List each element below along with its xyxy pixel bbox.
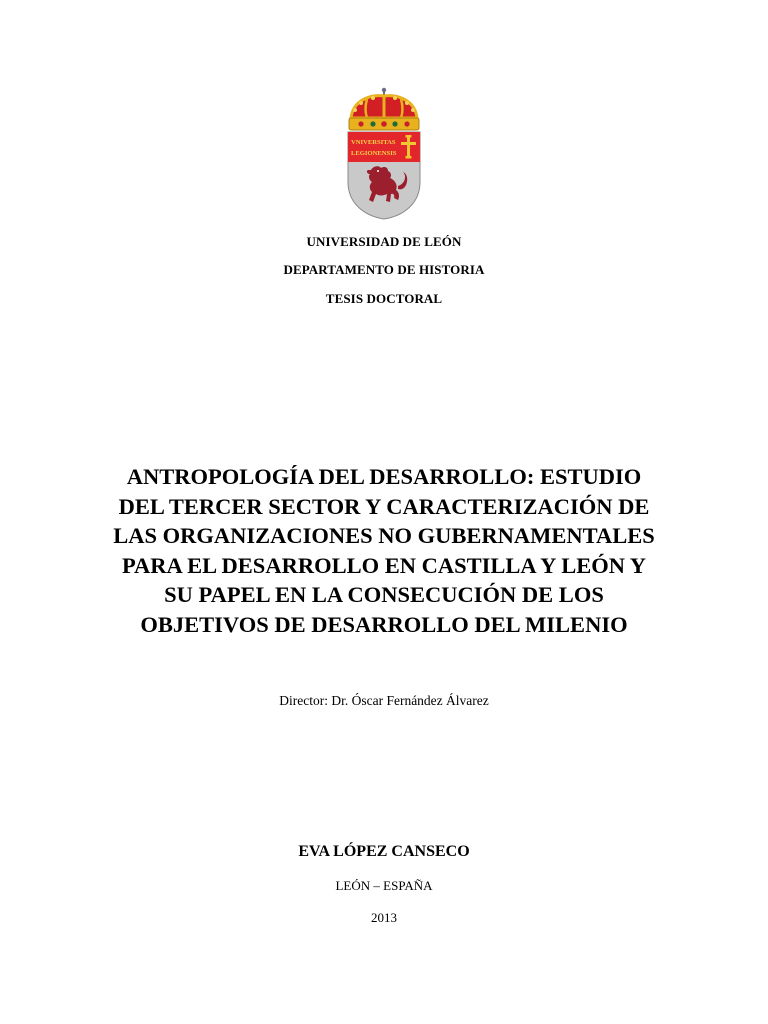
- svg-text:VNIVERSITAS: VNIVERSITAS: [351, 139, 396, 146]
- title-line: ANTROPOLOGÍA DEL DESARROLLO: ESTUDIO: [126, 464, 642, 489]
- title-line: SU PAPEL EN LA CONSECUCIÓN DE LOS: [164, 582, 604, 607]
- director-line: Director: Dr. Óscar Fernández Álvarez: [279, 693, 489, 708]
- svg-text:LEGIONENSIS: LEGIONENSIS: [351, 150, 397, 157]
- university-name: UNIVERSIDAD DE LEÓN: [306, 234, 462, 249]
- thesis-title: [60, 462, 708, 639]
- title-line: OBJETIVOS DE DESARROLLO DEL MILENIO: [140, 611, 628, 637]
- place-line: LEÓN – ESPAÑA: [335, 878, 433, 893]
- document-type: TESIS DOCTORAL: [325, 291, 443, 306]
- year-line: 2013: [371, 910, 397, 925]
- crest-emblem-icon: [343, 86, 425, 220]
- university-crest-logo: [343, 86, 425, 220]
- title-line: PARA EL DESARROLLO EN CASTILLA Y LEÓN Y: [121, 552, 647, 578]
- department-name: DEPARTAMENTO DE HISTORIA: [283, 262, 485, 277]
- author-name: EVA LÓPEZ CANSECO: [298, 843, 470, 860]
- title-line: DEL TERCER SECTOR Y CARACTERIZACIÓN DE: [118, 493, 650, 519]
- title-line: LAS ORGANIZACIONES NO GUBERNAMENTALES: [113, 523, 655, 548]
